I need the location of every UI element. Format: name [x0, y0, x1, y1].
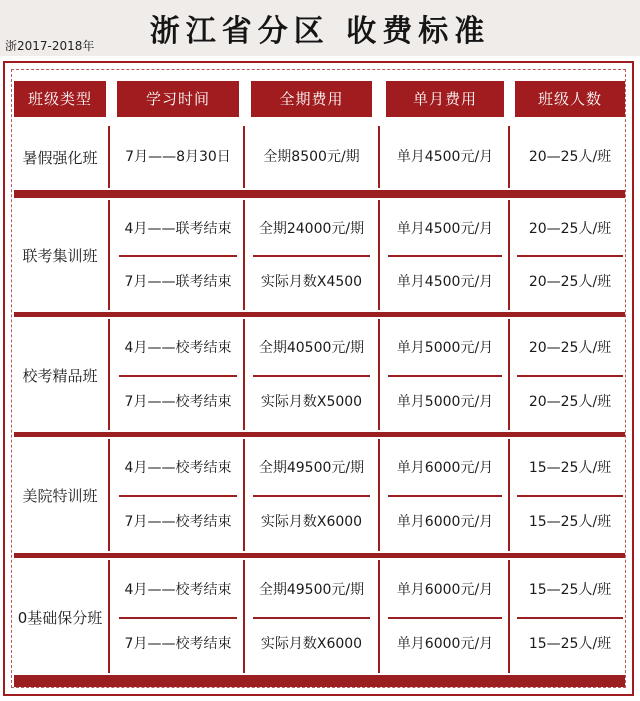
- cell-total: 全期49500元/期: [258, 581, 365, 598]
- cell-monthly: 单月6000元/月: [396, 514, 494, 530]
- cell-size: 15—25人/班: [528, 636, 612, 652]
- column-divider: [378, 126, 380, 188]
- column-header: 学习时间: [117, 81, 239, 117]
- line-separator: [517, 495, 623, 497]
- line-separator: [119, 495, 237, 497]
- page-title: 浙江省分区 收费标准: [149, 14, 491, 49]
- line-separator: [253, 495, 370, 497]
- column-divider: [378, 439, 380, 551]
- column-divider: [243, 560, 245, 673]
- column-divider: [108, 439, 110, 551]
- cell-total: 全期40500元/期: [258, 340, 365, 356]
- line-separator: [119, 255, 237, 257]
- class-type-label: 校考精品班: [22, 366, 98, 385]
- line-separator: [517, 617, 623, 619]
- column-divider: [243, 319, 245, 430]
- cell-monthly: 单月6000元/月: [396, 581, 494, 598]
- column-header: 单月费用: [386, 81, 504, 117]
- year-note: 浙2017-2018年: [5, 39, 95, 53]
- column-header: 全期费用: [251, 81, 372, 117]
- cell-time: 7月——校考结束: [124, 393, 232, 410]
- cell-time: 7月——8月30日: [125, 149, 231, 165]
- line-separator: [388, 617, 502, 619]
- row-divider-bar: [14, 312, 625, 317]
- line-separator: [388, 255, 502, 257]
- cell-size: 20—25人/班: [528, 340, 612, 356]
- row-divider-bar: [14, 553, 625, 558]
- row-divider-bar: [14, 190, 625, 198]
- cell-total: 实际月数X5000: [260, 393, 363, 410]
- cell-size: 20—25人/班: [528, 149, 612, 165]
- column-divider: [508, 200, 510, 310]
- column-divider: [378, 200, 380, 310]
- class-type-label: 0基础保分班: [17, 608, 103, 627]
- column-divider: [108, 200, 110, 310]
- cell-size: 15—25人/班: [528, 514, 612, 530]
- line-separator: [119, 375, 237, 377]
- cell-size: 20—25人/班: [528, 220, 612, 237]
- page-header: [0, 0, 640, 56]
- cell-time: 4月——校考结束: [124, 340, 232, 356]
- class-type-label: 暑假强化班: [22, 149, 98, 167]
- cell-size: 20—25人/班: [528, 273, 612, 290]
- column-divider: [508, 319, 510, 430]
- column-divider: [108, 126, 110, 188]
- line-separator: [388, 375, 502, 377]
- class-type-label: 美院特训班: [22, 487, 98, 505]
- column-divider: [508, 439, 510, 551]
- cell-monthly: 单月5000元/月: [396, 340, 494, 356]
- column-divider: [508, 560, 510, 673]
- line-separator: [517, 255, 623, 257]
- cell-total: 实际月数X6000: [260, 514, 363, 530]
- cell-monthly: 单月4500元/月: [396, 149, 494, 165]
- class-type-label: 联考集训班: [22, 247, 98, 265]
- cell-time: 7月——联考结束: [124, 273, 232, 290]
- column-divider: [108, 319, 110, 430]
- column-divider: [508, 126, 510, 188]
- column-divider: [378, 319, 380, 430]
- line-separator: [253, 617, 370, 619]
- cell-size: 20—25人/班: [528, 393, 612, 410]
- cell-monthly: 单月6000元/月: [396, 460, 494, 476]
- column-header: 班级人数: [515, 81, 625, 117]
- cell-total: 实际月数X4500: [260, 273, 363, 290]
- line-separator: [253, 375, 370, 377]
- column-header: 班级类型: [14, 81, 106, 117]
- line-separator: [517, 375, 623, 377]
- cell-time: 7月——校考结束: [124, 636, 232, 652]
- column-divider: [108, 560, 110, 673]
- cell-total: 全期8500元/期: [263, 149, 360, 165]
- row-divider-bar: [14, 675, 625, 687]
- cell-total: 实际月数X6000: [260, 636, 363, 652]
- cell-time: 4月——校考结束: [124, 581, 232, 598]
- column-divider: [243, 439, 245, 551]
- line-separator: [253, 255, 370, 257]
- column-divider: [243, 126, 245, 188]
- line-separator: [388, 495, 502, 497]
- cell-monthly: 单月4500元/月: [396, 220, 494, 237]
- cell-time: 7月——校考结束: [124, 514, 232, 530]
- cell-monthly: 单月4500元/月: [396, 273, 494, 290]
- cell-time: 4月——联考结束: [124, 220, 232, 237]
- line-separator: [119, 617, 237, 619]
- cell-monthly: 单月5000元/月: [396, 393, 494, 410]
- cell-size: 15—25人/班: [528, 581, 612, 598]
- cell-monthly: 单月6000元/月: [396, 636, 494, 652]
- cell-total: 全期49500元/期: [258, 460, 365, 476]
- cell-size: 15—25人/班: [528, 460, 612, 476]
- cell-total: 全期24000元/期: [258, 220, 365, 237]
- column-divider: [378, 560, 380, 673]
- column-divider: [243, 200, 245, 310]
- row-divider-bar: [14, 432, 625, 437]
- cell-time: 4月——校考结束: [124, 460, 232, 476]
